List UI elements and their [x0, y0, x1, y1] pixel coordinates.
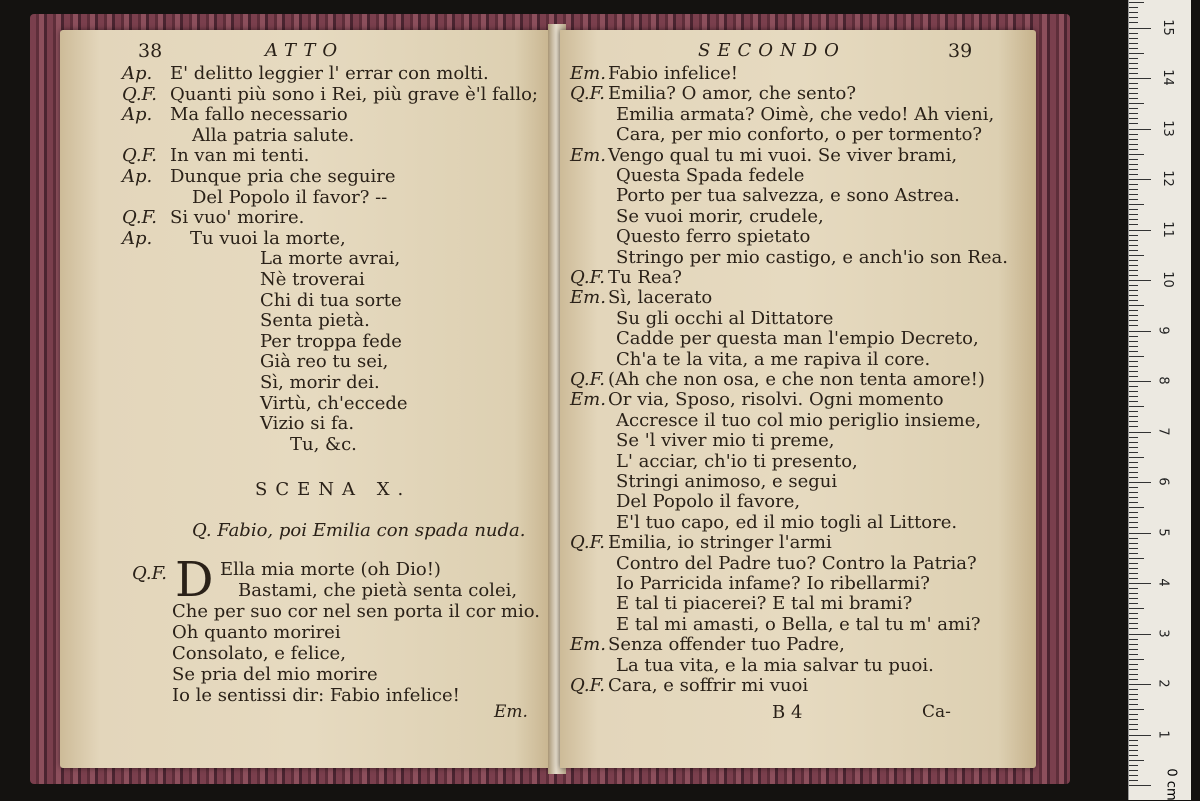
- ruler-tick: [1129, 139, 1138, 140]
- ruler-tick: [1129, 583, 1151, 584]
- ruler-tick: [1129, 679, 1138, 680]
- ruler-tick: [1129, 310, 1138, 311]
- ruler-number: 12: [1159, 170, 1175, 187]
- dialogue-line: Vizio si fa.: [260, 413, 355, 435]
- dialogue-line: Porto per tua salvezza, e sono Astrea.: [616, 185, 960, 207]
- dialogue-line: Dunque pria che seguire: [170, 166, 396, 187]
- ruler-tick: [1129, 391, 1138, 392]
- speaker-label: Ap.: [122, 227, 153, 249]
- ruler-tick: [1129, 265, 1138, 266]
- ruler-tick: [1129, 341, 1138, 342]
- speaker-label: Ap.: [122, 104, 153, 126]
- ruler-tick: [1129, 356, 1144, 357]
- ruler-tick: [1129, 457, 1144, 458]
- ruler-tick: [1129, 719, 1138, 720]
- ruler-tick: [1129, 275, 1138, 276]
- right-page: [560, 30, 1036, 768]
- ruler-tick: [1129, 189, 1138, 190]
- ruler-tick: [1129, 644, 1138, 645]
- ruler-tick: [1129, 623, 1138, 624]
- ruler-tick: [1129, 613, 1138, 614]
- ruler-tick: [1129, 98, 1138, 99]
- dialogue-line: Del Popolo il favor? --: [192, 186, 388, 208]
- ruler-tick: [1129, 280, 1151, 281]
- ruler-number: 6: [1155, 477, 1171, 486]
- ruler-tick: [1129, 735, 1151, 736]
- ruler-tick: [1129, 53, 1144, 54]
- dialogue-line: Vengo qual tu mi vuoi. Se viver brami,: [608, 144, 958, 166]
- left-page-number: 38: [138, 40, 163, 62]
- ruler-tick: [1129, 204, 1144, 205]
- ruler-unit-label: 0 cm: [1163, 768, 1179, 801]
- ruler-tick: [1129, 497, 1138, 498]
- ruler-tick: [1129, 22, 1138, 23]
- right-catchword: Ca-: [922, 702, 951, 722]
- ruler-tick: [1129, 240, 1138, 241]
- ruler-tick: [1129, 780, 1138, 781]
- ruler-tick: [1129, 83, 1138, 84]
- ruler-tick: [1129, 598, 1138, 599]
- ruler-tick: [1129, 154, 1144, 155]
- dialogue-line: Emilia? O amor, che sento?: [608, 83, 857, 105]
- ruler-tick: [1129, 482, 1151, 483]
- ruler-tick: [1129, 639, 1138, 640]
- right-running-head: SECONDO: [698, 40, 846, 61]
- ruler-tick: [1129, 654, 1138, 655]
- ruler-tick: [1129, 73, 1138, 74]
- speaker-label: Em.: [570, 144, 606, 166]
- ruler-tick: [1129, 68, 1138, 69]
- ruler-tick: [1129, 331, 1151, 332]
- ruler-tick: [1129, 43, 1138, 44]
- scene-line: Io le sentissi dir: Fabio infelice!: [172, 685, 460, 706]
- dialogue-line: Senta pietà.: [260, 310, 370, 332]
- ruler-tick: [1129, 452, 1138, 453]
- ruler-tick: [1129, 699, 1138, 700]
- ruler-tick: [1129, 174, 1138, 175]
- scene-speaker: Q.F.: [132, 563, 167, 584]
- scene-line: Se pria del mio morire: [172, 664, 378, 685]
- ruler-tick: [1129, 674, 1138, 675]
- ruler-tick: [1129, 33, 1138, 34]
- ruler-number: 7: [1155, 426, 1171, 436]
- ruler-tick: [1129, 300, 1138, 301]
- dialogue-line: Già reo tu sei,: [260, 351, 389, 373]
- ruler-tick: [1129, 179, 1151, 180]
- dialogue-line: Questo ferro spietato: [616, 226, 811, 248]
- ruler-tick: [1129, 285, 1138, 286]
- scene-heading: SCENA X.: [255, 479, 412, 500]
- ruler-tick: [1129, 325, 1138, 326]
- left-catchword: Em.: [494, 702, 528, 722]
- ruler-tick: [1129, 745, 1138, 746]
- ruler-tick: [1129, 63, 1138, 64]
- ruler-tick: [1129, 709, 1144, 710]
- ruler-tick: [1129, 235, 1138, 236]
- dialogue-line: Sì, lacerato: [608, 287, 713, 309]
- ruler-tick: [1129, 401, 1138, 402]
- left-page: [60, 30, 554, 768]
- ruler-number: 2: [1155, 679, 1171, 688]
- dialogue-line: Virtù, ch'eccede: [260, 392, 408, 414]
- ruler-tick: [1129, 578, 1138, 579]
- dialogue-line: Alla patria salute.: [192, 124, 355, 146]
- ruler-tick: [1129, 588, 1138, 589]
- ruler-tick: [1129, 634, 1151, 635]
- ruler-tick: [1129, 214, 1138, 215]
- ruler-tick: [1129, 603, 1138, 604]
- ruler-tick: [1129, 376, 1138, 377]
- ruler-tick: [1129, 224, 1138, 225]
- ruler-tick: [1129, 129, 1151, 130]
- ruler-tick: [1129, 568, 1138, 569]
- ruler-number: 8: [1155, 376, 1171, 385]
- ruler-tick: [1129, 396, 1138, 397]
- dialogue-line: Senza offender tuo Padre,: [608, 634, 845, 656]
- ruler-tick: [1129, 573, 1138, 574]
- ruler-tick: [1129, 558, 1144, 559]
- ruler-tick: [1129, 548, 1138, 549]
- ruler-tick: [1129, 270, 1138, 271]
- ruler-tick: [1129, 184, 1138, 185]
- ruler-tick: [1129, 17, 1138, 18]
- speaker-label: Ap.: [122, 63, 153, 84]
- ruler-tick: [1129, 492, 1138, 493]
- ruler-tick: [1129, 336, 1138, 337]
- ruler-tick: [1129, 113, 1138, 114]
- measuring-ruler: [1128, 0, 1191, 800]
- ruler-tick: [1129, 694, 1138, 695]
- dialogue-line: Per troppa fede: [260, 330, 402, 352]
- ruler-tick: [1129, 290, 1138, 291]
- speaker-label: Q.F.: [570, 83, 605, 105]
- speaker-label: Q.F.: [570, 267, 605, 288]
- speaker-label: Q.F.: [570, 369, 605, 390]
- right-page-number: 39: [948, 40, 973, 62]
- dialogue-line: La tua vita, e la mia salvar tu puoi.: [616, 654, 934, 676]
- ruler-tick: [1129, 164, 1138, 165]
- dialogue-line: Or via, Sposo, risolvi. Ogni momento: [608, 389, 944, 411]
- ruler-tick: [1129, 775, 1138, 776]
- ruler-tick: [1129, 512, 1138, 513]
- ruler-tick: [1129, 608, 1144, 609]
- ruler-tick: [1129, 472, 1138, 473]
- ruler-tick: [1129, 219, 1138, 220]
- dialogue-line: Se 'l viver mio ti preme,: [616, 430, 835, 452]
- ruler-tick: [1129, 740, 1138, 741]
- ruler-number: 13: [1159, 119, 1175, 137]
- ruler-tick: [1129, 689, 1138, 690]
- dialogue-line: Del Popolo il favore,: [616, 491, 801, 513]
- dialogue-line: L' acciar, ch'io ti presento,: [616, 450, 858, 472]
- ruler-number: 4: [1155, 578, 1171, 587]
- dialogue-line: Cadde per questa man l'empio Decreto,: [616, 328, 979, 350]
- ruler-number: 10: [1159, 271, 1175, 288]
- dialogue-line: E tal mi amasti, o Bella, e tal tu m' ami?: [616, 613, 981, 635]
- ruler-tick: [1129, 123, 1138, 124]
- ruler-tick: [1129, 760, 1144, 761]
- ruler-tick: [1129, 553, 1138, 554]
- dialogue-line: Emilia armata? Oimè, che vedo! Ah vieni,: [616, 103, 995, 125]
- ruler-tick: [1129, 467, 1138, 468]
- ruler-tick: [1129, 346, 1138, 347]
- ruler-tick: [1129, 411, 1138, 412]
- scene-line: Oh quanto morirei: [172, 622, 341, 643]
- ruler-tick: [1129, 750, 1138, 751]
- stage-direction: Q. Fabio, poi Emilia con spada nuda.: [192, 520, 526, 541]
- scene-line: Bastami, che pietà senta colei,: [238, 580, 518, 601]
- ruler-tick: [1129, 58, 1138, 59]
- ruler-tick: [1129, 320, 1138, 321]
- ruler-tick: [1129, 522, 1138, 523]
- ruler-tick: [1129, 315, 1138, 316]
- ruler-tick: [1129, 421, 1138, 422]
- ruler-tick: [1129, 684, 1151, 685]
- ruler-number: 14: [1159, 69, 1175, 86]
- ruler-tick: [1129, 755, 1138, 756]
- dialogue-line: E'l tuo capo, ed il mio togli al Littore.: [616, 511, 958, 533]
- ruler-tick: [1129, 386, 1138, 387]
- dialogue-line: La morte avrai,: [260, 248, 401, 270]
- speaker-label: Em.: [570, 63, 606, 84]
- dialogue-line: Stringi animoso, e segui: [616, 471, 838, 492]
- ruler-tick: [1129, 487, 1138, 488]
- ruler-tick: [1129, 527, 1138, 528]
- dialogue-line: Ma fallo necessario: [170, 104, 348, 126]
- ruler-tick: [1129, 533, 1151, 534]
- ruler-tick: [1129, 426, 1138, 427]
- dialogue-line: Stringo per mio castigo, e anch'io son Rea.: [616, 246, 1009, 268]
- ruler-tick: [1129, 517, 1138, 518]
- dialogue-line: Tu Rea?: [608, 267, 682, 288]
- dialogue-line: Ch'a te la vita, a me rapiva il core.: [616, 348, 931, 370]
- ruler-tick: [1129, 134, 1138, 135]
- ruler-tick: [1129, 194, 1138, 195]
- ruler-tick: [1129, 7, 1138, 8]
- dialogue-line: Cara, per mio conforto, o per tormento?: [616, 124, 983, 146]
- speaker-label: Q.F.: [570, 532, 605, 554]
- ruler-tick: [1129, 563, 1138, 564]
- ruler-tick: [1129, 361, 1138, 362]
- dialogue-line: Si vuo' morire.: [170, 207, 305, 229]
- ruler-tick: [1129, 659, 1144, 660]
- ruler-tick: [1129, 785, 1151, 786]
- dialogue-line: Tu, &c.: [290, 433, 357, 455]
- ruler-tick: [1129, 78, 1151, 79]
- ruler-tick: [1129, 295, 1138, 296]
- ruler-tick: [1129, 704, 1138, 705]
- ruler-tick: [1129, 502, 1138, 503]
- ruler-number: 1: [1155, 729, 1171, 739]
- ruler-tick: [1129, 209, 1138, 210]
- speaker-label: Em.: [570, 389, 606, 411]
- drop-cap: D: [175, 552, 214, 608]
- ruler-tick: [1129, 437, 1138, 438]
- ruler-tick: [1129, 729, 1138, 730]
- ruler-tick: [1129, 371, 1138, 372]
- ruler-tick: [1129, 649, 1138, 650]
- dialogue-line: Quanti più sono i Rei, più grave è'l fallo;: [170, 83, 538, 105]
- ruler-number: 15: [1159, 18, 1175, 36]
- ruler-tick: [1129, 462, 1138, 463]
- dialogue-line: Nè troverai: [260, 269, 365, 290]
- ruler-tick: [1129, 543, 1138, 544]
- ruler-tick: [1129, 245, 1138, 246]
- dialogue-line: Questa Spada fedele: [616, 165, 805, 186]
- ruler-number: 5: [1155, 527, 1171, 537]
- ruler-tick: [1129, 724, 1138, 725]
- dialogue-line: Tu vuoi la morte,: [190, 227, 346, 249]
- ruler-tick: [1129, 255, 1144, 256]
- dialogue-line: E tal ti piacerei? E tal mi brami?: [616, 593, 913, 615]
- ruler-number: 9: [1155, 325, 1171, 335]
- scene-line: Che per suo cor nel sen porta il cor mio.: [172, 601, 540, 622]
- ruler-number: 11: [1159, 220, 1175, 238]
- ruler-tick: [1129, 12, 1138, 13]
- dialogue-line: Chi di tua sorte: [260, 289, 402, 311]
- dialogue-line: (Ah che non osa, e che non tenta amore!): [608, 369, 985, 390]
- dialogue-line: Emilia, io stringer l'armi: [608, 532, 832, 554]
- ruler-tick: [1129, 618, 1138, 619]
- ruler-tick: [1129, 144, 1138, 145]
- ruler-tick: [1129, 406, 1144, 407]
- speaker-label: Q.F.: [122, 145, 157, 167]
- ruler-number: 3: [1155, 628, 1171, 638]
- ruler-tick: [1129, 2, 1144, 3]
- dialogue-line: Accresce il tuo col mio periglio insieme,: [616, 409, 982, 431]
- ruler-tick: [1129, 765, 1138, 766]
- ruler-tick: [1129, 432, 1151, 433]
- ruler-tick: [1129, 199, 1138, 200]
- ruler-tick: [1129, 664, 1138, 665]
- ruler-tick: [1129, 593, 1138, 594]
- ruler-tick: [1129, 442, 1138, 443]
- ruler-tick: [1129, 93, 1138, 94]
- ruler-tick: [1129, 366, 1138, 367]
- left-running-head: ATTO: [265, 40, 345, 61]
- ruler-tick: [1129, 108, 1138, 109]
- ruler-tick: [1129, 538, 1138, 539]
- dialogue-line: Cara, e soffrir mi vuoi: [608, 675, 809, 696]
- ruler-tick: [1129, 351, 1138, 352]
- dialogue-line: In van mi tenti.: [170, 145, 310, 167]
- speaker-label: Em.: [570, 634, 606, 656]
- ruler-tick: [1129, 48, 1138, 49]
- ruler-tick: [1129, 669, 1138, 670]
- ruler-tick: [1129, 305, 1144, 306]
- ruler-tick: [1129, 118, 1138, 119]
- dialogue-line: E' delitto leggier l' errar con molti.: [170, 63, 489, 84]
- ruler-tick: [1129, 628, 1138, 629]
- ruler-tick: [1129, 416, 1138, 417]
- speaker-label: Ap.: [122, 166, 153, 187]
- dialogue-line: Contro del Padre tuo? Contro la Patria?: [616, 552, 977, 574]
- dialogue-line: Su gli occhi al Dittatore: [616, 307, 834, 329]
- dialogue-line: Se vuoi morir, crudele,: [616, 205, 824, 227]
- dialogue-line: Sì, morir dei.: [260, 372, 380, 393]
- ruler-tick: [1129, 149, 1138, 150]
- speaker-label: Q.F.: [122, 207, 157, 229]
- speaker-label: Q.F.: [122, 83, 157, 105]
- ruler-tick: [1129, 103, 1144, 104]
- speaker-label: Q.F.: [570, 675, 605, 696]
- ruler-tick: [1129, 381, 1151, 382]
- speaker-label: Em.: [570, 287, 606, 309]
- ruler-tick: [1129, 88, 1138, 89]
- scene-line: Consolato, e felice,: [172, 643, 346, 664]
- ruler-tick: [1129, 507, 1144, 508]
- ruler-tick: [1129, 714, 1138, 715]
- ruler-tick: [1129, 477, 1138, 478]
- ruler-tick: [1129, 447, 1138, 448]
- ruler-tick: [1129, 770, 1138, 771]
- signature-mark: B 4: [772, 702, 803, 723]
- ruler-tick: [1129, 38, 1138, 39]
- ruler-tick: [1129, 159, 1138, 160]
- dialogue-line: Io Parricida infame? Io ribellarmi?: [616, 573, 930, 594]
- dialogue-line: Fabio infelice!: [608, 63, 738, 84]
- scene-line: Ella mia morte (oh Dio!): [220, 559, 441, 580]
- ruler-tick: [1129, 28, 1151, 29]
- ruler-tick: [1129, 260, 1138, 261]
- ruler-tick: [1129, 250, 1138, 251]
- ruler-tick: [1129, 230, 1151, 231]
- ruler-tick: [1129, 169, 1138, 170]
